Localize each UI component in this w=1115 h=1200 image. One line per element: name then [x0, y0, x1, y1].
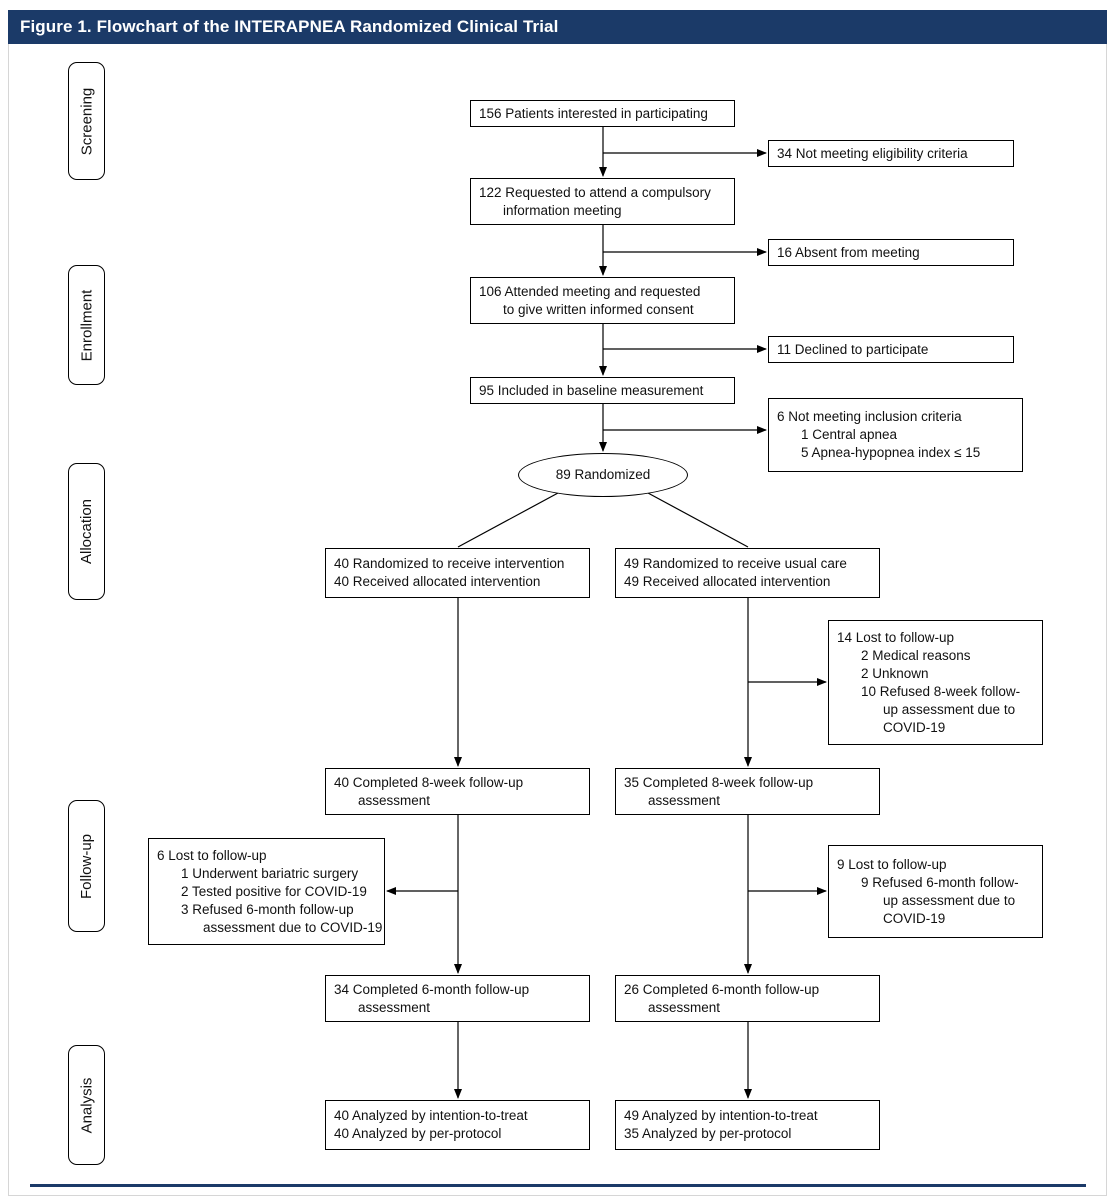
node-patients-interested	[470, 100, 735, 127]
stage-label-screening	[68, 62, 105, 180]
box-line: COVID-19	[883, 719, 946, 735]
box-line: 95 Included in baseline measurement	[479, 382, 704, 398]
bottom-rule	[30, 1184, 1086, 1187]
stage-label-text: Enrollment	[78, 289, 96, 361]
box-line: 2 Unknown	[861, 665, 929, 681]
box-line: assessment due to COVID-19	[203, 919, 383, 935]
stage-label-text: Allocation	[78, 498, 96, 565]
box-line: 40 Completed 8-week follow-up	[334, 774, 524, 790]
box-line: 35 Analyzed by per-protocol	[624, 1126, 792, 1141]
box-line: 11 Declined to participate	[777, 341, 929, 357]
stage-label-text: Analysis	[78, 1077, 96, 1133]
stage-label-enrollment	[68, 265, 105, 385]
box-line: 40 Randomized to receive intervention	[334, 556, 565, 571]
node-requested-information-meeting	[470, 178, 735, 225]
box-line: assessment	[358, 999, 431, 1015]
node-analyzed-intervention	[325, 1100, 590, 1150]
node-completed-8week-usual-care	[615, 768, 880, 815]
box-line: assessment	[358, 792, 431, 808]
node-randomized-label: 89 Randomized	[555, 467, 651, 482]
box-line: 35 Completed 8-week follow-up	[624, 774, 814, 790]
figure-title: Figure 1. Flowchart of the INTERAPNEA Randomized Clinical Trial	[20, 17, 559, 36]
stage-label-analysis	[68, 1045, 105, 1165]
node-completed-8week-intervention	[325, 768, 590, 815]
box-line: 40 Analyzed by intention-to-treat	[334, 1108, 528, 1123]
box-line: assessment	[648, 999, 721, 1015]
node-not-meeting-inclusion	[768, 398, 1023, 472]
box-line: 9 Refused 6-month follow-	[861, 874, 1019, 890]
stage-label-text: Screening	[78, 87, 96, 155]
box-line: 16 Absent from meeting	[777, 244, 920, 260]
box-line: up assessment due to	[883, 701, 1016, 717]
box-line: 14 Lost to follow-up	[837, 629, 955, 645]
node-declined-to-participate	[768, 336, 1014, 363]
box-line: 9 Lost to follow-up	[837, 856, 947, 872]
box-line: COVID-19	[883, 910, 946, 926]
node-completed-6month-intervention	[325, 975, 590, 1022]
box-line: 10 Refused 8-week follow-	[861, 683, 1021, 699]
node-lost-followup-6month-usual-care	[828, 845, 1043, 938]
node-analyzed-usual-care	[615, 1100, 880, 1150]
box-line: 26 Completed 6-month follow-up	[624, 981, 820, 997]
box-line: 122 Requested to attend a compulsory	[479, 184, 711, 200]
box-line: to give written informed consent	[503, 301, 694, 317]
node-not-meeting-eligibility	[768, 140, 1014, 167]
box-line: 49 Received allocated intervention	[624, 574, 831, 589]
box-line: 40 Analyzed by per-protocol	[334, 1126, 502, 1141]
box-line: 1 Central apnea	[801, 427, 898, 442]
box-line: 2 Tested positive for COVID-19	[181, 883, 367, 899]
box-line: assessment	[648, 792, 721, 808]
stage-label-text: Follow-up	[78, 833, 95, 899]
box-line: 3 Refused 6-month follow-up	[181, 901, 354, 917]
node-randomized-usual-care	[615, 548, 880, 598]
box-line: 6 Lost to follow-up	[157, 847, 267, 863]
box-line: 5 Apnea-hypopnea index ≤ 15	[801, 445, 981, 460]
box-line: 2 Medical reasons	[861, 647, 971, 663]
node-baseline-measurement	[470, 377, 735, 404]
box-line: 106 Attended meeting and requested	[479, 283, 701, 299]
node-randomized-intervention	[325, 548, 590, 598]
box-line: up assessment due to	[883, 892, 1016, 908]
node-attended-meeting	[470, 277, 735, 324]
node-lost-followup-8week-usual-care	[828, 620, 1043, 745]
box-line: 34 Not meeting eligibility criteria	[777, 145, 968, 161]
box-line: information meeting	[503, 202, 622, 218]
box-line: 156 Patients interested in participating	[479, 105, 708, 121]
stage-label-follow-up	[68, 800, 105, 932]
node-absent-from-meeting	[768, 239, 1014, 266]
figure-title-bar	[8, 10, 1107, 44]
box-line: 34 Completed 6-month follow-up	[334, 981, 530, 997]
stage-label-allocation	[68, 463, 105, 600]
box-line: 49 Analyzed by intention-to-treat	[624, 1108, 818, 1123]
node-completed-6month-usual-care	[615, 975, 880, 1022]
node-lost-followup-6month-intervention	[148, 838, 385, 945]
node-randomized	[518, 453, 688, 497]
box-line: 40 Received allocated intervention	[334, 574, 541, 589]
box-line: 1 Underwent bariatric surgery	[181, 865, 359, 881]
box-line: 49 Randomized to receive usual care	[624, 556, 847, 571]
box-line: 6 Not meeting inclusion criteria	[777, 409, 962, 424]
